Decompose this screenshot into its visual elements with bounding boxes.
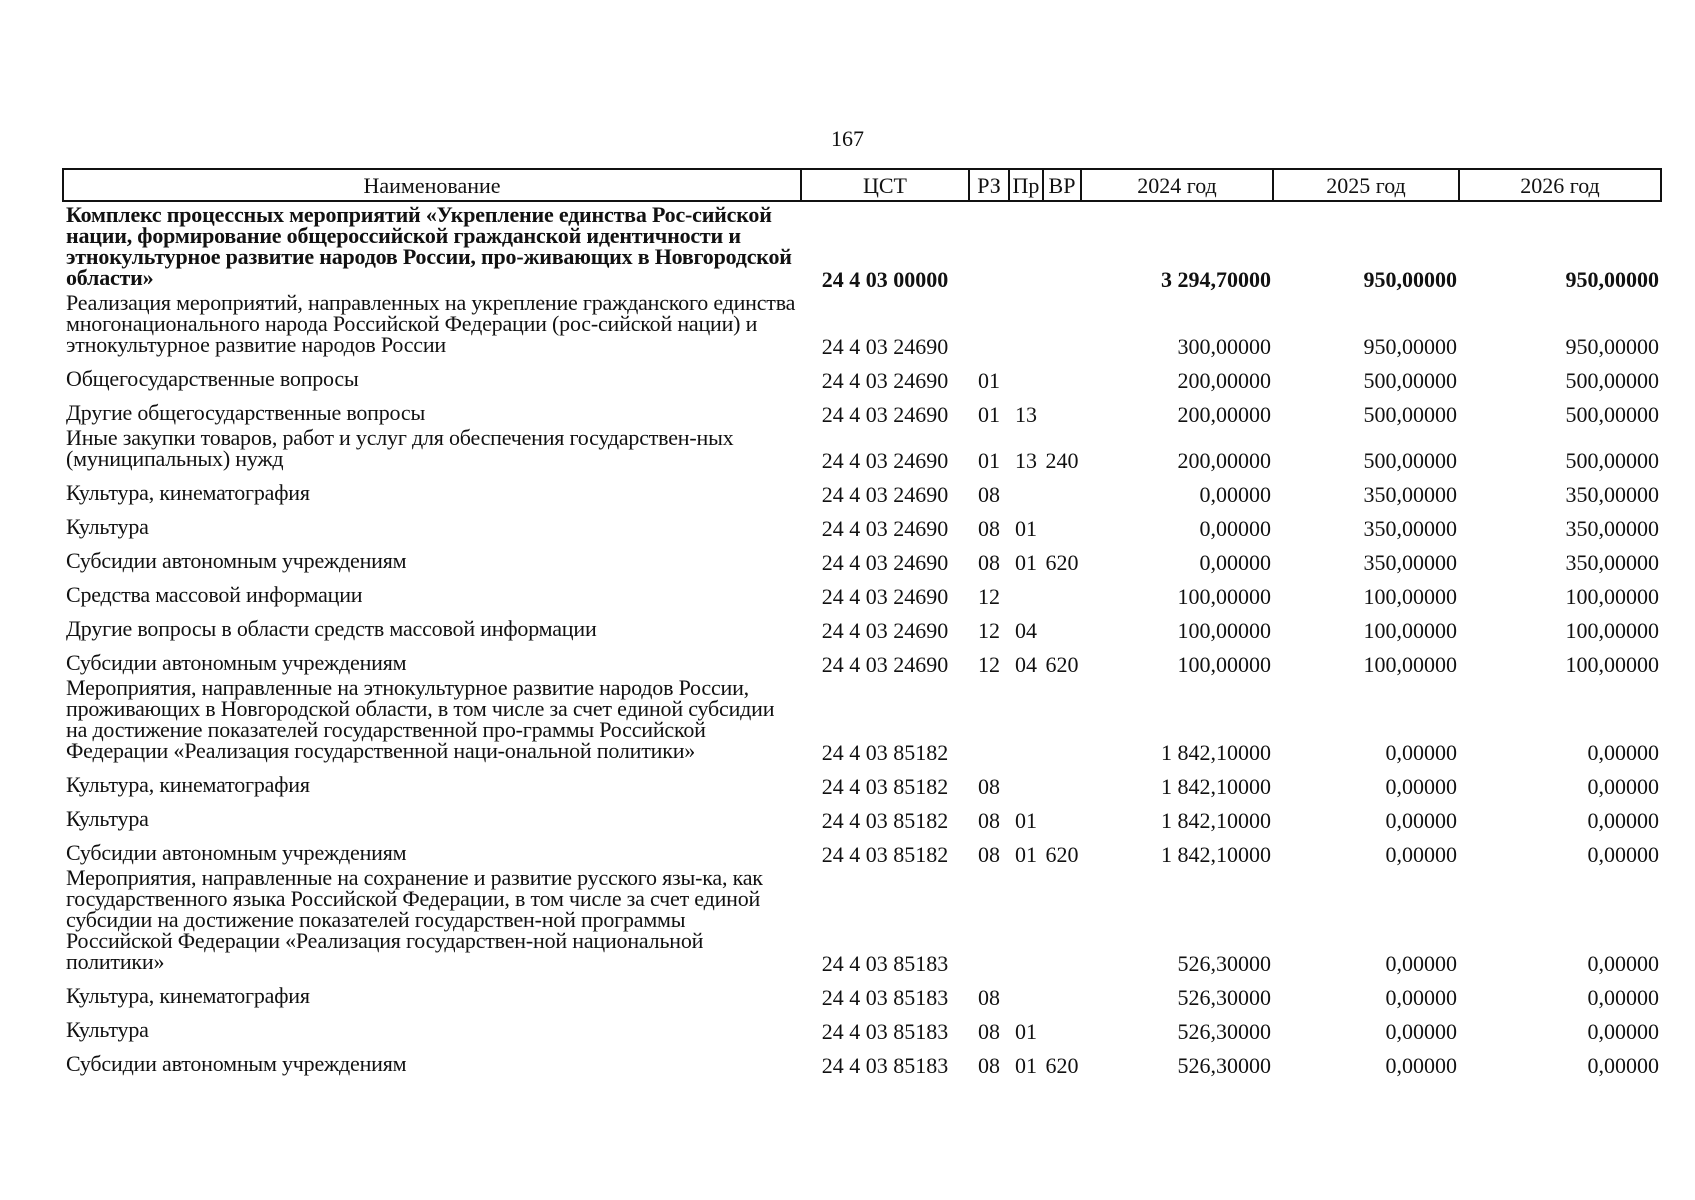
row-2024: 0,00000 <box>1199 516 1271 541</box>
row-2026: 0,00000 <box>1587 808 1659 833</box>
row-rz: 01 <box>978 448 1000 473</box>
row-pr <box>1009 290 1043 357</box>
row-vr <box>1043 797 1081 831</box>
row-2025: 350,00000 <box>1363 516 1457 541</box>
row-2026: 0,00000 <box>1587 1019 1659 1044</box>
table-row <box>63 607 1661 641</box>
row-pr <box>1009 201 1043 290</box>
row-2024: 1 842,10000 <box>1161 774 1271 799</box>
row-2026: 500,00000 <box>1565 402 1659 427</box>
table-row <box>63 425 1661 471</box>
row-2026: 500,00000 <box>1565 448 1659 473</box>
table-row <box>63 865 1661 974</box>
row-name: Культура, кинематография <box>66 480 310 505</box>
row-2026: 100,00000 <box>1565 584 1659 609</box>
row-2026: 0,00000 <box>1587 740 1659 765</box>
row-name: Культура, кинематография <box>66 772 310 797</box>
row-name: Общегосударственные вопросы <box>66 366 359 391</box>
row-2026: 100,00000 <box>1565 618 1659 643</box>
row-name: Культура <box>66 806 149 831</box>
row-2024: 200,00000 <box>1177 448 1271 473</box>
row-pr <box>1009 573 1043 607</box>
header-name: Наименование <box>63 169 801 201</box>
row-rz: 08 <box>978 1053 1000 1078</box>
table-row <box>63 357 1661 391</box>
row-vr: 620 <box>1045 842 1079 867</box>
row-cst: 24 4 03 24690 <box>821 368 949 393</box>
row-vr <box>1043 505 1081 539</box>
row-vr <box>1043 290 1081 357</box>
row-2026: 0,00000 <box>1587 842 1659 867</box>
row-2024: 0,00000 <box>1199 550 1271 575</box>
header-vr: ВР <box>1043 169 1081 201</box>
row-name: Средства массовой информации <box>66 582 363 607</box>
row-pr: 01 <box>1015 808 1037 833</box>
row-cst: 24 4 03 85182 <box>821 808 949 833</box>
row-pr: 04 <box>1015 652 1037 677</box>
table-row <box>63 1042 1661 1076</box>
row-cst: 24 4 03 24690 <box>821 448 949 473</box>
row-vr <box>1043 357 1081 391</box>
row-cst: 24 4 03 24690 <box>821 652 949 677</box>
row-2024: 1 842,10000 <box>1161 808 1271 833</box>
row-2024: 526,30000 <box>1177 1019 1271 1044</box>
row-rz: 08 <box>978 550 1000 575</box>
row-2025: 0,00000 <box>1385 774 1457 799</box>
row-2026: 0,00000 <box>1587 1053 1659 1078</box>
row-name: Комплекс процессных мероприятий «Укрепление единства Рос-сийской нации, формирование общероссийской гражданской идентичности и этнокультурное развитие народов России, про-живающих в Новгородской области» <box>66 202 792 290</box>
table-row <box>63 831 1661 865</box>
header-pr: Пр <box>1009 169 1043 201</box>
row-cst: 24 4 03 00000 <box>821 267 949 292</box>
row-rz <box>969 865 1009 974</box>
table-row <box>63 763 1661 797</box>
row-rz <box>969 675 1009 763</box>
row-rz: 08 <box>978 482 1000 507</box>
row-cst: 24 4 03 85182 <box>821 774 949 799</box>
row-rz: 12 <box>978 618 1000 643</box>
row-pr <box>1009 471 1043 505</box>
row-2026: 350,00000 <box>1565 482 1659 507</box>
row-vr <box>1043 471 1081 505</box>
row-name: Субсидии автономным учреждениям <box>66 650 407 675</box>
row-pr: 13 <box>1015 402 1037 427</box>
row-2025: 0,00000 <box>1385 985 1457 1010</box>
table-row <box>63 539 1661 573</box>
table-row <box>63 641 1661 675</box>
row-vr <box>1043 607 1081 641</box>
row-2024: 3 294,70000 <box>1161 267 1271 292</box>
table-row <box>63 391 1661 425</box>
row-cst: 24 4 03 24690 <box>821 516 949 541</box>
row-cst: 24 4 03 24690 <box>821 482 949 507</box>
row-pr: 01 <box>1015 516 1037 541</box>
table-row <box>63 797 1661 831</box>
row-pr: 04 <box>1015 618 1037 643</box>
row-name: Другие общегосударственные вопросы <box>66 400 426 425</box>
row-name: Иные закупки товаров, работ и услуг для обеспечения государствен-ных (муниципальных) нужд <box>66 425 734 471</box>
row-2024: 200,00000 <box>1177 368 1271 393</box>
row-2026: 500,00000 <box>1565 368 1659 393</box>
row-name: Реализация мероприятий, направленных на укрепление гражданского единства многонационального народа Российской Федерации (рос-сийской нации) и этнокультурное развитие народов России <box>66 290 796 357</box>
row-rz: 08 <box>978 516 1000 541</box>
row-2025: 100,00000 <box>1363 652 1457 677</box>
row-2025: 350,00000 <box>1363 482 1457 507</box>
row-2025: 950,00000 <box>1363 334 1457 359</box>
row-2024: 526,30000 <box>1177 951 1271 976</box>
row-pr <box>1009 675 1043 763</box>
row-2025: 0,00000 <box>1385 808 1457 833</box>
row-cst: 24 4 03 24690 <box>821 618 949 643</box>
table-row <box>63 505 1661 539</box>
row-pr <box>1009 357 1043 391</box>
row-2024: 1 842,10000 <box>1161 842 1271 867</box>
row-pr: 13 <box>1015 448 1037 473</box>
row-cst: 24 4 03 24690 <box>821 584 949 609</box>
row-2024: 526,30000 <box>1177 985 1271 1010</box>
row-name: Мероприятия, направленные на сохранение и развитие русского язы-ка, как государственного языка Российской Федерации, в том числе за счет единой субсидии на достижение показателей государствен-ной программы Российской Федерации «Реализация государствен-ной национальной политики» <box>66 865 763 974</box>
row-2026: 0,00000 <box>1587 951 1659 976</box>
row-2024: 100,00000 <box>1177 584 1271 609</box>
row-rz: 12 <box>978 652 1000 677</box>
row-2025: 950,00000 <box>1363 267 1457 292</box>
row-vr <box>1043 974 1081 1008</box>
row-2026: 950,00000 <box>1565 267 1659 292</box>
row-cst: 24 4 03 85182 <box>821 842 949 867</box>
row-rz: 01 <box>978 368 1000 393</box>
row-vr <box>1043 201 1081 290</box>
row-2026: 950,00000 <box>1565 334 1659 359</box>
row-2025: 100,00000 <box>1363 584 1457 609</box>
row-2025: 500,00000 <box>1363 402 1457 427</box>
row-2024: 100,00000 <box>1177 652 1271 677</box>
row-vr <box>1043 675 1081 763</box>
page-number: 167 <box>831 126 864 151</box>
row-2025: 500,00000 <box>1363 448 1457 473</box>
row-vr: 240 <box>1045 448 1079 473</box>
row-2024: 100,00000 <box>1177 618 1271 643</box>
table-row <box>63 201 1661 290</box>
table-row <box>63 1008 1661 1042</box>
row-name: Субсидии автономным учреждениям <box>66 548 407 573</box>
row-2026: 350,00000 <box>1565 550 1659 575</box>
row-2026: 350,00000 <box>1565 516 1659 541</box>
row-2025: 0,00000 <box>1385 951 1457 976</box>
table-row <box>63 675 1661 763</box>
row-rz: 12 <box>978 584 1000 609</box>
row-name: Мероприятия, направленные на этнокультурное развитие народов России, проживающих в Новгородской области, в том числе за счет единой субсидии на достижение показателей государственной про-граммы Российской Федерации «Реализация государственной наци-ональной политики» <box>66 675 775 763</box>
row-rz <box>969 201 1009 290</box>
row-2026: 0,00000 <box>1587 985 1659 1010</box>
row-2025: 350,00000 <box>1363 550 1457 575</box>
row-vr: 620 <box>1045 652 1079 677</box>
row-pr: 01 <box>1015 842 1037 867</box>
budget-table <box>62 168 1662 1076</box>
row-cst: 24 4 03 85183 <box>821 1019 949 1044</box>
row-name: Другие вопросы в области средств массовой информации <box>66 616 597 641</box>
row-cst: 24 4 03 24690 <box>821 402 949 427</box>
row-cst: 24 4 03 85183 <box>821 951 949 976</box>
row-rz: 08 <box>978 1019 1000 1044</box>
table-row <box>63 573 1661 607</box>
row-rz: 08 <box>978 808 1000 833</box>
row-pr <box>1009 763 1043 797</box>
row-vr: 620 <box>1045 1053 1079 1078</box>
table-row <box>63 471 1661 505</box>
row-pr <box>1009 865 1043 974</box>
row-2025: 0,00000 <box>1385 842 1457 867</box>
row-2025: 0,00000 <box>1385 1019 1457 1044</box>
row-2026: 100,00000 <box>1565 652 1659 677</box>
row-rz: 08 <box>978 985 1000 1010</box>
table-row <box>63 974 1661 1008</box>
row-vr <box>1043 865 1081 974</box>
row-rz: 01 <box>978 402 1000 427</box>
table-header-row <box>63 169 1661 201</box>
row-cst: 24 4 03 85182 <box>821 740 949 765</box>
row-rz: 08 <box>978 842 1000 867</box>
row-2025: 0,00000 <box>1385 740 1457 765</box>
row-pr: 01 <box>1015 1053 1037 1078</box>
row-2025: 100,00000 <box>1363 618 1457 643</box>
row-2024: 0,00000 <box>1199 482 1271 507</box>
header-rz: РЗ <box>969 169 1009 201</box>
row-name: Культура <box>66 1017 149 1042</box>
row-2026: 0,00000 <box>1587 774 1659 799</box>
row-2024: 1 842,10000 <box>1161 740 1271 765</box>
row-2024: 200,00000 <box>1177 402 1271 427</box>
row-rz: 08 <box>978 774 1000 799</box>
row-2025: 0,00000 <box>1385 1053 1457 1078</box>
row-cst: 24 4 03 85183 <box>821 985 949 1010</box>
row-pr: 01 <box>1015 550 1037 575</box>
row-pr <box>1009 974 1043 1008</box>
row-2024: 526,30000 <box>1177 1053 1271 1078</box>
row-vr <box>1043 391 1081 425</box>
row-vr <box>1043 763 1081 797</box>
table-row <box>63 290 1661 357</box>
row-cst: 24 4 03 24690 <box>821 550 949 575</box>
row-cst: 24 4 03 24690 <box>821 334 949 359</box>
row-cst: 24 4 03 85183 <box>821 1053 949 1078</box>
row-name: Культура, кинематография <box>66 983 310 1008</box>
row-2024: 300,00000 <box>1177 334 1271 359</box>
row-vr: 620 <box>1045 550 1079 575</box>
row-name: Субсидии автономным учреждениям <box>66 840 407 865</box>
header-cst: ЦСТ <box>801 169 969 201</box>
row-rz <box>969 290 1009 357</box>
row-vr <box>1043 1008 1081 1042</box>
row-2025: 500,00000 <box>1363 368 1457 393</box>
table-body <box>63 201 1661 1076</box>
header-2026: 2026 год <box>1459 169 1661 201</box>
row-name: Культура <box>66 514 149 539</box>
row-pr: 01 <box>1015 1019 1037 1044</box>
header-2024: 2024 год <box>1081 169 1273 201</box>
row-vr <box>1043 573 1081 607</box>
header-2025: 2025 год <box>1273 169 1459 201</box>
row-name: Субсидии автономным учреждениям <box>66 1051 407 1076</box>
